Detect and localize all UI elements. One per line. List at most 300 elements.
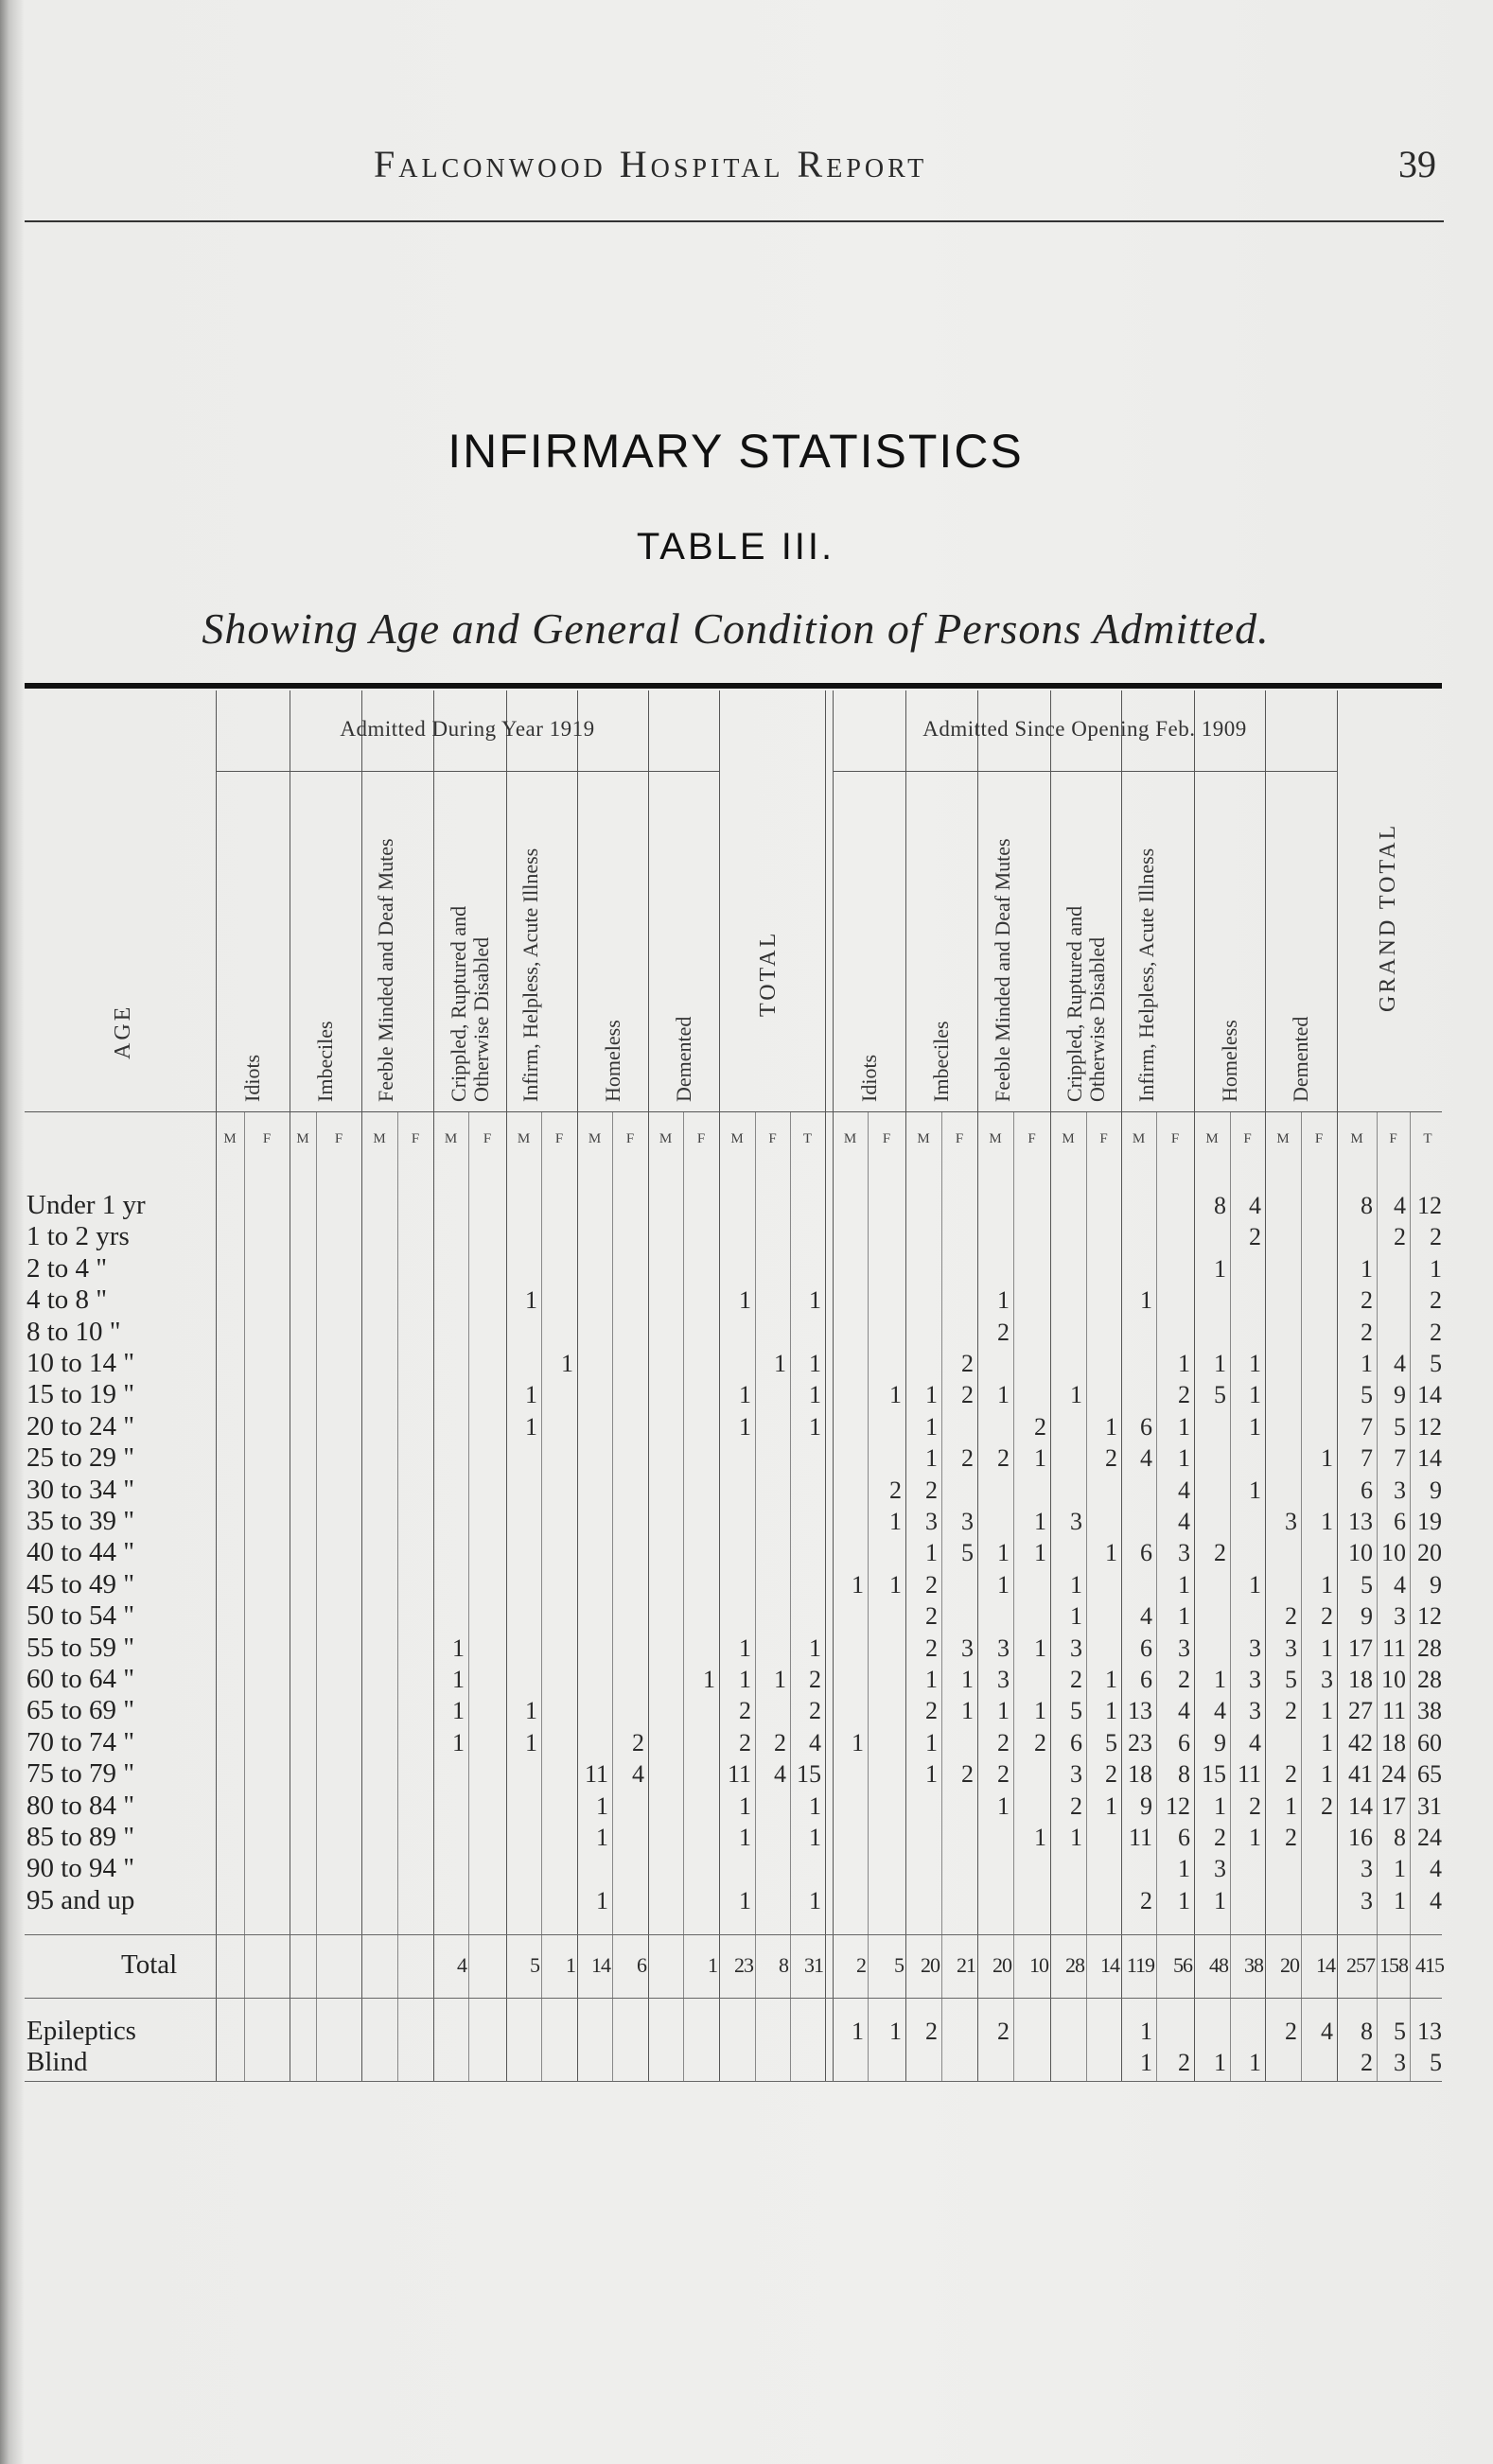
subcolumn-divider (755, 1111, 756, 2081)
table-cell: 65 (1417, 1760, 1442, 1789)
table-cell: 1 (1178, 1350, 1190, 1377)
table-cell: 41 (1348, 1760, 1373, 1789)
table-cell: 1 (739, 1286, 751, 1315)
table-cell: 2 (1321, 1791, 1333, 1820)
table-cell: 11 (727, 1760, 751, 1789)
table-cell: 1 (809, 1634, 821, 1662)
table-cell: 5 (1430, 1350, 1442, 1377)
table-cell: 9 (1140, 1791, 1152, 1820)
table-cell: 31 (1417, 1791, 1442, 1820)
table-cell: 2 (997, 1760, 1010, 1789)
table-cell: 6 (1140, 1634, 1152, 1662)
sex-heading: F (625, 1131, 635, 1146)
sex-heading: F (554, 1131, 564, 1146)
table-cell: 1 (852, 1570, 864, 1599)
sex-heading: F (1243, 1131, 1252, 1146)
table-cell: 2 (925, 1634, 938, 1662)
total-cell: 10 (1029, 1953, 1048, 1977)
table-cell: 4 (774, 1760, 786, 1789)
total-cell: 23 (734, 1953, 753, 1977)
table-cell: 1 (1070, 1824, 1082, 1851)
table-cell: 2 (1178, 1381, 1190, 1409)
subcolumn-divider (244, 1111, 245, 2081)
subcolumn-divider (790, 1111, 791, 2081)
running-title: Falconwood Hospital Report (374, 143, 928, 185)
table-cell: 4 (1178, 1508, 1190, 1535)
table-cell: 3 (1214, 1855, 1226, 1883)
table-cell: 1 (1070, 1381, 1082, 1409)
table-cell: 3 (925, 1508, 938, 1535)
table-cell: 4 (809, 1728, 821, 1756)
sex-heading: F (1028, 1131, 1036, 1146)
table-cell: 14 (1348, 1791, 1373, 1820)
table-row-label: 85 to 89 " (26, 1822, 135, 1852)
table-row-label: 10 to 14 " (26, 1348, 135, 1378)
table-cell: 9 (1394, 1381, 1406, 1409)
sex-heading: M (1276, 1131, 1290, 1146)
table-cell: 2 (1249, 1791, 1261, 1820)
sex-heading: T (802, 1131, 813, 1146)
table-cell: 6 (1140, 1666, 1152, 1693)
table-cell: 1 (809, 1824, 821, 1851)
total-cell: 257 (1346, 1953, 1375, 1977)
table-cell: 1 (809, 1286, 821, 1315)
table-cell: 17 (1348, 1634, 1373, 1662)
table-cell: 18 (1348, 1666, 1373, 1693)
group-heading-1919: Admitted During Year 1919 (340, 717, 595, 741)
table-cell: 1 (1249, 1476, 1261, 1504)
table-row-label: 70 to 74 " (26, 1726, 135, 1757)
total-cell: 119 (1126, 1953, 1154, 1977)
sex-heading: M (1132, 1131, 1146, 1146)
table-cell: 3 (997, 1666, 1010, 1693)
table-cell: 1 (809, 1381, 821, 1409)
table-cell: 2 (809, 1666, 821, 1693)
table-cell: 1 (739, 1824, 751, 1851)
table-cell: 1 (1105, 1539, 1117, 1567)
subcolumn-divider (612, 1111, 613, 2081)
col-since-demented-heading: Demented (1289, 1016, 1312, 1102)
table-cell: 6 (1140, 1412, 1152, 1441)
table-cell: 6 (1140, 1539, 1152, 1567)
table-cell: 2 (1361, 1318, 1373, 1346)
table-row-label: 4 to 8 " (26, 1284, 108, 1316)
table-cell: 11 (1381, 1634, 1406, 1662)
total-cell: 5 (894, 1953, 904, 1977)
table-row-label: 20 to 24 " (26, 1410, 135, 1442)
sex-heading: M (444, 1131, 458, 1146)
table-cell: 1 (852, 2018, 864, 2045)
group-header-rule (216, 771, 719, 772)
table-cell: 3 (1178, 1634, 1190, 1662)
table-row-label: 55 to 59 " (26, 1632, 135, 1663)
extra-row-label: Epileptics (26, 2016, 136, 2046)
table-cell: 2 (961, 1350, 974, 1377)
col-1919-infirm-heading: Infirm, Helpless, Acute Illness (518, 848, 542, 1102)
table-cell: 1 (739, 1381, 751, 1409)
table-cell: 2 (1285, 1760, 1297, 1789)
subcolumn-divider (941, 1111, 942, 2081)
table-cell: 1 (809, 1350, 821, 1377)
table-cell: 2 (1430, 1318, 1442, 1346)
table-cell: 2 (1034, 1412, 1046, 1441)
table-cell: 1 (1430, 1254, 1442, 1283)
subcolumn-divider (468, 1111, 469, 2081)
table-cell: 1 (1321, 1444, 1333, 1473)
column-divider (648, 690, 649, 2081)
table-cell: 3 (1178, 1539, 1190, 1567)
table-cell: 1 (1140, 2049, 1152, 2076)
table-cell: 1 (997, 1791, 1010, 1820)
table-cell: 1 (925, 1381, 938, 1409)
sex-heading: M (1205, 1131, 1219, 1146)
table-cell: 3 (1249, 1634, 1261, 1662)
table-cell: 2 (925, 1697, 938, 1725)
table-cell: 2 (739, 1728, 751, 1756)
table-cell: 1 (1321, 1760, 1333, 1789)
table-cell: 5 (1070, 1697, 1082, 1725)
table-cell: 1 (925, 1666, 938, 1693)
table-cell: 1 (1034, 1539, 1046, 1567)
table-cell: 1 (1321, 1634, 1333, 1662)
table-cell: 12 (1166, 1791, 1190, 1820)
table-cell: 2 (925, 1570, 938, 1599)
sex-heading: F (1170, 1131, 1180, 1146)
column-divider (833, 690, 834, 2081)
col-1919-crippled-heading: Crippled, Ruptured and Otherwise Disabled (446, 905, 493, 1102)
table-cell: 4 (1140, 1444, 1152, 1473)
table-cell: 1 (1321, 1508, 1333, 1535)
table-cell: 8 (1214, 1192, 1226, 1219)
table-cell: 1 (703, 1666, 715, 1693)
table-cell: 11 (1237, 1760, 1261, 1789)
total-cell: 2 (856, 1953, 866, 1977)
table-cell: 1 (1105, 1791, 1117, 1820)
table-cell: 3 (1361, 1855, 1373, 1883)
table-row-label: 50 to 54 " (26, 1600, 135, 1632)
age-heading: AGE (111, 1004, 135, 1059)
table-cell: 3 (1070, 1760, 1082, 1789)
table-cell: 4 (632, 1760, 644, 1789)
extra-row-label: Blind (26, 2047, 88, 2077)
table-cell: 5 (1394, 1412, 1406, 1441)
table-cell: 2 (1285, 1697, 1297, 1725)
table-cell: 1 (1249, 1824, 1261, 1851)
table-cell: 2 (1070, 1791, 1082, 1820)
table-cell: 1 (1178, 1855, 1190, 1883)
table-cell: 9 (1430, 1476, 1442, 1504)
table-cell: 20 (1417, 1539, 1442, 1567)
table-cell: 3 (1070, 1508, 1082, 1535)
table-cell: 2 (774, 1728, 786, 1756)
table-cell: 3 (1070, 1634, 1082, 1662)
table-cell: 11 (1128, 1824, 1152, 1851)
column-divider (433, 690, 434, 2081)
table-cell: 1 (1249, 2049, 1261, 2076)
column-divider (1265, 690, 1266, 2081)
sex-heading: F (1099, 1131, 1108, 1146)
table-cell: 2 (1361, 2049, 1373, 2076)
page-title: INFIRMARY STATISTICS (448, 425, 1024, 478)
table-cell: 1 (739, 1412, 751, 1441)
table-label: TABLE III. (636, 526, 835, 568)
table-cell: 7 (1394, 1444, 1406, 1473)
table-cell: 2 (1105, 1760, 1117, 1789)
table-cell: 1 (774, 1350, 786, 1377)
group-header-rule (833, 771, 1337, 772)
table-cell: 3 (1394, 1476, 1406, 1504)
table-cell: 1 (1214, 2049, 1226, 2076)
table-cell: 1 (925, 1444, 938, 1473)
table-cell: 2 (925, 2018, 938, 2045)
table-cell: 13 (1417, 2018, 1442, 2045)
table-cell: 1 (997, 1381, 1010, 1409)
total-cell: 14 (1100, 1953, 1119, 1977)
table-cell: 1 (997, 1697, 1010, 1725)
sex-heading: F (696, 1131, 706, 1146)
total-cell: 1 (708, 1953, 717, 1977)
table-top-rule (25, 683, 1442, 689)
total-cell: 28 (1065, 1953, 1084, 1977)
table-cell: 11 (584, 1760, 608, 1789)
table-cell: 1 (1321, 1697, 1333, 1725)
table-cell: 1 (1214, 1791, 1226, 1820)
table-cell: 3 (961, 1634, 974, 1662)
table-cell: 38 (1417, 1697, 1442, 1725)
table-cell: 2 (1034, 1728, 1046, 1756)
total-row-label: Total (121, 1949, 178, 1980)
table-cell: 1 (525, 1381, 537, 1409)
subcolumn-divider (1013, 1111, 1014, 2081)
table-row-label: Under 1 yr (26, 1190, 146, 1220)
table-cell: 13 (1128, 1697, 1152, 1725)
table-cell: 9 (1361, 1602, 1373, 1631)
table-cell: 1 (525, 1412, 537, 1441)
total-cell: 6 (637, 1953, 646, 1977)
table-cell: 1 (1214, 1350, 1226, 1377)
table-cell: 2 (925, 1476, 938, 1504)
subcolumn-divider (541, 1111, 542, 2081)
table-cell: 1 (525, 1697, 537, 1725)
table-cell: 1 (596, 1824, 608, 1851)
table-cell: 7 (1361, 1444, 1373, 1473)
subcolumn-divider (683, 1111, 684, 2081)
col-since-feeble-minded-heading: Feeble Minded and Deaf Mutes (990, 838, 1014, 1102)
table-row-label: 1 to 2 yrs (26, 1221, 130, 1252)
header-bottom-rule (25, 1111, 1442, 1112)
table-cell: 12 (1417, 1412, 1442, 1441)
table-cell: 6 (1178, 1728, 1190, 1756)
table-cell: 1 (1034, 1824, 1046, 1851)
table-cell: 5 (1430, 2049, 1442, 2076)
table-cell: 3 (1285, 1634, 1297, 1662)
table-cell: 2 (925, 1602, 938, 1631)
table-cell: 23 (1128, 1728, 1152, 1756)
col-since-homeless-heading: Homeless (1217, 1020, 1241, 1102)
table-cell: 4 (1178, 1697, 1190, 1725)
sex-heading: M (517, 1131, 531, 1146)
sex-heading: F (768, 1131, 777, 1146)
table-cell: 1 (452, 1634, 465, 1662)
table-cell: 16 (1348, 1824, 1373, 1851)
total-cell: 415 (1415, 1953, 1444, 1977)
table-cell: 28 (1417, 1634, 1442, 1662)
sex-heading: F (483, 1131, 492, 1146)
table-cell: 1 (525, 1286, 537, 1315)
table-cell: 1 (809, 1791, 821, 1820)
sex-heading: M (588, 1131, 602, 1146)
table-cell: 1 (452, 1666, 465, 1693)
table-cell: 1 (1394, 1886, 1406, 1914)
table-row-label: 75 to 79 " (26, 1758, 135, 1790)
table-cell: 13 (1348, 1508, 1373, 1535)
table-cell: 2 (1178, 1666, 1190, 1693)
table-row-label: 45 to 49 " (26, 1568, 135, 1599)
table-cell: 3 (1249, 1697, 1261, 1725)
table-cell: 2 (961, 1760, 974, 1789)
subcolumn-divider (1086, 1111, 1087, 2081)
table-cell: 14 (1417, 1381, 1442, 1409)
table-cell: 6 (1361, 1476, 1373, 1504)
table-cell: 12 (1417, 1192, 1442, 1219)
subcolumn-divider (397, 1111, 398, 2081)
sex-heading: F (882, 1131, 891, 1146)
table-cell: 1 (596, 1791, 608, 1820)
table-cell: 1 (925, 1412, 938, 1441)
table-cell: 8 (1361, 2018, 1373, 2045)
table-cell: 2 (1178, 2049, 1190, 2076)
table-cell: 4 (1394, 1570, 1406, 1599)
table-cell: 4 (1394, 1192, 1406, 1219)
table-cell: 1 (1249, 1350, 1261, 1377)
table-cell: 1 (961, 1666, 974, 1693)
table-cell: 1 (1285, 1791, 1297, 1820)
col-1919-feeble-minded-heading: Feeble Minded and Deaf Mutes (374, 838, 397, 1102)
sex-heading: M (1062, 1131, 1075, 1146)
table-row-label: 80 to 84 " (26, 1790, 135, 1821)
table-cell: 2 (1140, 1886, 1152, 1914)
table-cell: 1 (889, 1381, 902, 1409)
table-cell: 1 (1214, 1886, 1226, 1914)
table-cell: 1 (1178, 1444, 1190, 1473)
table-cell: 2 (1214, 1539, 1226, 1567)
total-cell: 56 (1173, 1953, 1192, 1977)
col-1919-demented-heading: Demented (671, 1016, 695, 1102)
total-cell: 1 (566, 1953, 575, 1977)
group-heading-since: Admitted Since Opening Feb. 1909 (922, 717, 1247, 741)
table-cell: 1 (1034, 1508, 1046, 1535)
table-cell: 1 (452, 1728, 465, 1756)
table-cell: 5 (961, 1539, 974, 1567)
column-divider (825, 690, 826, 2081)
table-cell: 2 (1214, 1824, 1226, 1851)
table-cell: 1 (925, 1728, 938, 1756)
table-cell: 1 (452, 1697, 465, 1725)
table-cell: 2 (809, 1697, 821, 1725)
table-row-label: 15 to 19 " (26, 1379, 135, 1410)
table-subtitle: Showing Age and General Condition of Persons Admitted. (202, 604, 1270, 653)
table-cell: 1 (1140, 1286, 1152, 1315)
total-cell: 158 (1379, 1953, 1408, 1977)
table-cell: 1 (889, 1570, 902, 1599)
table-cell: 1 (774, 1666, 786, 1693)
table-row-label: 90 to 94 " (26, 1853, 135, 1884)
table-cell: 42 (1348, 1728, 1373, 1756)
table-cell: 1 (889, 1508, 902, 1535)
total-cell: 20 (921, 1953, 940, 1977)
total-cell: 20 (1280, 1953, 1299, 1977)
table-cell: 5 (1361, 1381, 1373, 1409)
column-divider (216, 690, 217, 2081)
table-row-label: 8 to 10 " (26, 1316, 121, 1347)
table-cell: 1 (525, 1728, 537, 1756)
total-cell: 21 (957, 1953, 975, 1977)
table-cell: 2 (997, 2018, 1010, 2045)
table-cell: 2 (997, 1444, 1010, 1473)
table-cell: 1 (1105, 1412, 1117, 1441)
table-cell: 2 (961, 1381, 974, 1409)
table-cell: 2 (739, 1697, 751, 1725)
table-cell: 6 (1178, 1824, 1190, 1851)
table-row-label: 2 to 4 " (26, 1252, 108, 1284)
table-cell: 1 (1105, 1666, 1117, 1693)
table-row-label: 95 and up (26, 1884, 135, 1915)
sex-heading: M (223, 1131, 237, 1146)
col-1919-imbeciles-heading: Imbeciles (313, 1021, 337, 1102)
table-cell: 3 (961, 1508, 974, 1535)
table-cell: 1 (852, 1728, 864, 1756)
table-cell: 1 (1214, 1666, 1226, 1693)
sex-heading: T (1423, 1131, 1432, 1146)
table-cell: 7 (1361, 1412, 1373, 1441)
total-cell: 5 (530, 1953, 539, 1977)
table-cell: 4 (1249, 1728, 1261, 1756)
table-cell: 1 (925, 1760, 938, 1789)
table-cell: 1 (561, 1350, 573, 1377)
table-cell: 4 (1249, 1192, 1261, 1219)
table-cell: 5 (1361, 1570, 1373, 1599)
table-cell: 60 (1417, 1728, 1442, 1756)
table-cell: 2 (1249, 1223, 1261, 1251)
table-cell: 1 (997, 1570, 1010, 1599)
table-cell: 3 (997, 1634, 1010, 1662)
table-cell: 18 (1381, 1728, 1406, 1756)
table-cell: 2 (961, 1444, 974, 1473)
total-cell: 38 (1244, 1953, 1263, 1977)
table-cell: 1 (1321, 1728, 1333, 1756)
grand-total-heading: GRAND TOTAL (1376, 822, 1400, 1012)
col-since-crippled-heading: Crippled, Ruptured and Otherwise Disabled (1062, 905, 1109, 1102)
table-cell: 1 (739, 1666, 751, 1693)
sex-heading: M (989, 1131, 1002, 1146)
table-cell: 1 (1249, 1570, 1261, 1599)
table-cell: 2 (997, 1318, 1010, 1346)
total-cell: 14 (591, 1953, 610, 1977)
table-cell: 1 (809, 1412, 821, 1441)
sex-heading: M (917, 1131, 930, 1146)
table-row-label: 65 to 69 " (26, 1695, 135, 1726)
table-cell: 6 (1394, 1508, 1406, 1535)
table-cell: 1 (925, 1539, 938, 1567)
table-cell: 2 (1285, 1824, 1297, 1851)
total-cell: 4 (457, 1953, 466, 1977)
table-cell: 2 (1430, 1286, 1442, 1315)
page-number: 39 (1398, 143, 1436, 185)
table-cell: 1 (1178, 1602, 1190, 1631)
header-rule (25, 220, 1444, 222)
table-cell: 12 (1417, 1602, 1442, 1631)
table-cell: 3 (1394, 2049, 1406, 2076)
